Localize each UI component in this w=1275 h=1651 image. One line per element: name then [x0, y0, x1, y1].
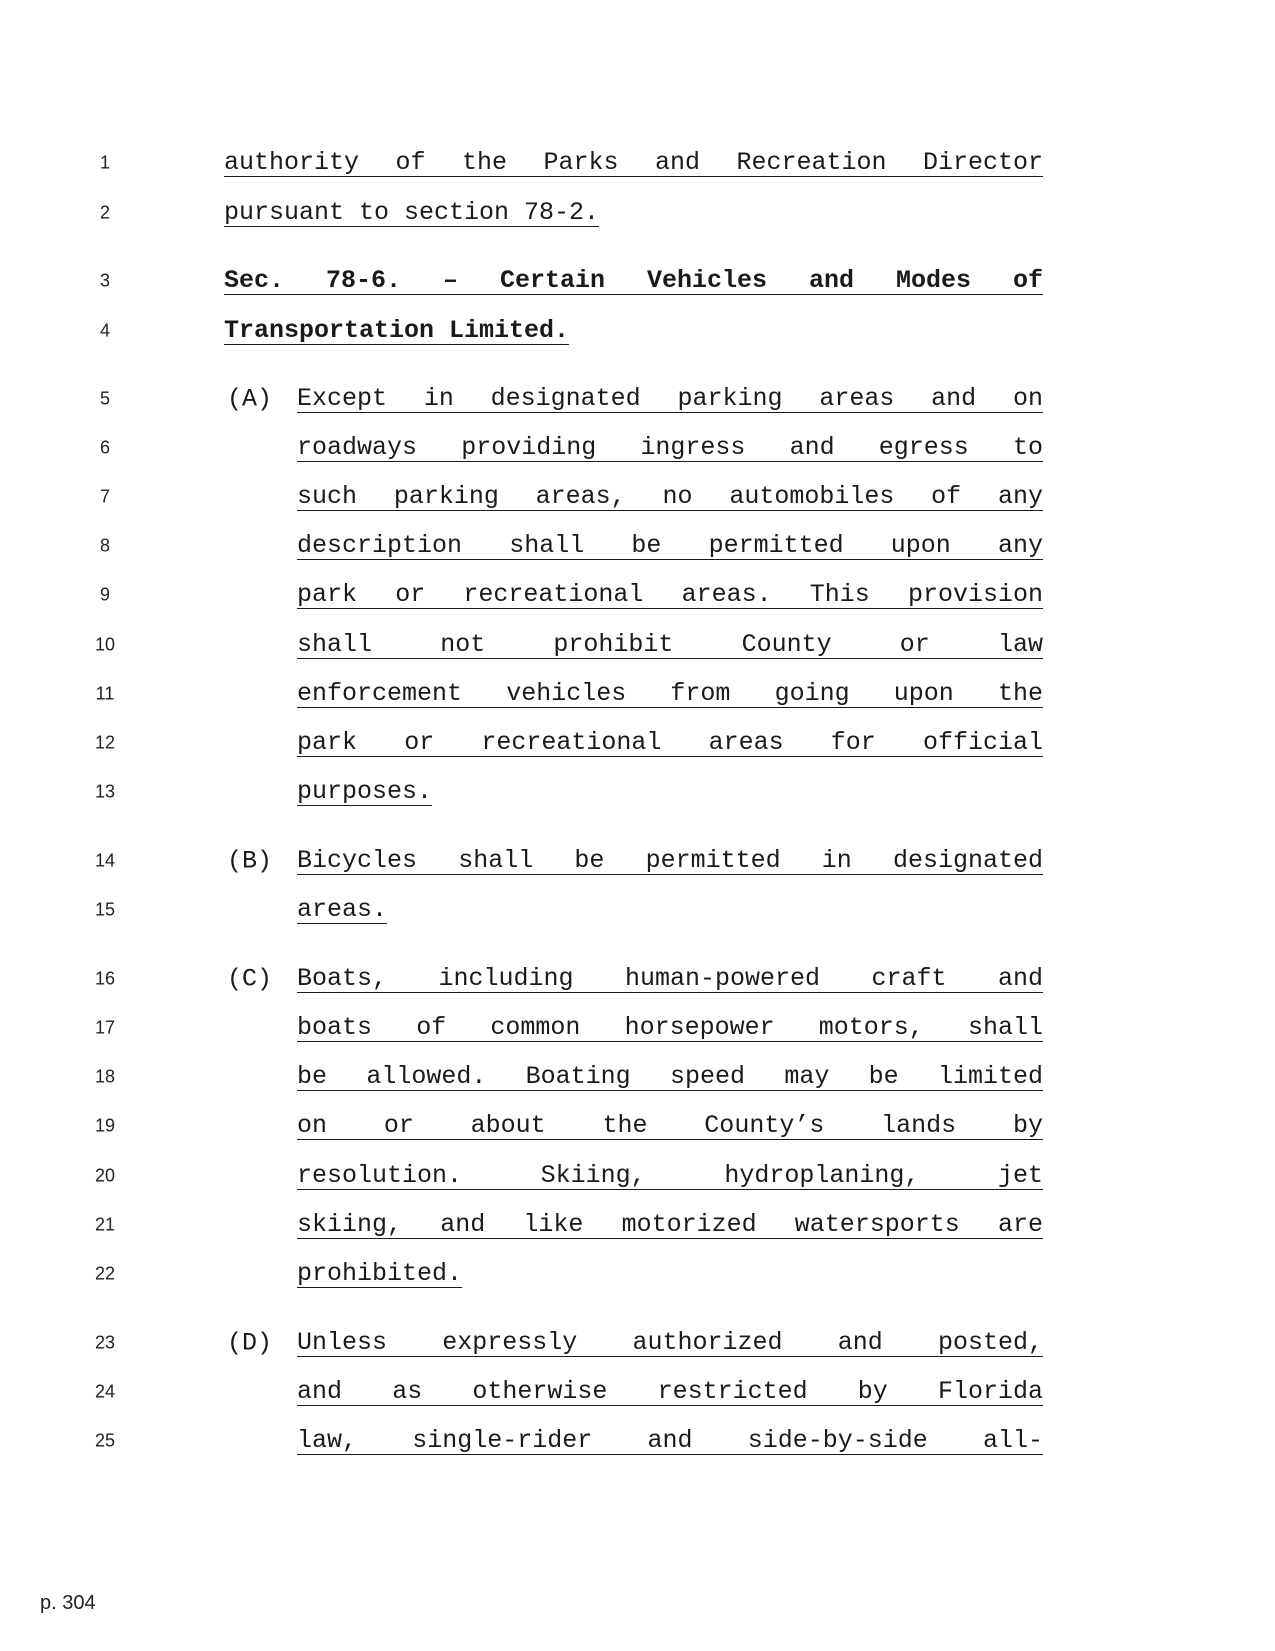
item-label-c: (C): [227, 964, 273, 994]
line-number: 2: [99, 202, 110, 223]
item-label-d: (D): [227, 1328, 273, 1358]
body-line: areas.: [297, 895, 388, 924]
body-line: pursuant to section 78-2.: [224, 198, 600, 227]
body-line: purposes.: [297, 777, 433, 806]
line-number: 8: [99, 535, 110, 556]
line-number: 13: [94, 781, 116, 802]
section-heading: Transportation Limited.: [224, 316, 570, 345]
line-number: 18: [94, 1066, 116, 1087]
line-number: 4: [99, 320, 110, 341]
body-line: Except in designated parking areas and on: [297, 384, 1043, 413]
body-line: boats of common horsepower motors, shall: [297, 1013, 1043, 1042]
line-number: 17: [94, 1017, 116, 1038]
body-line: skiing, and like motorized watersports are: [297, 1210, 1043, 1239]
body-line: such parking areas, no automobiles of any: [297, 482, 1043, 511]
line-number: 22: [94, 1263, 116, 1284]
body-line: park or recreational areas for official: [297, 728, 1043, 757]
line-number: 6: [99, 437, 110, 458]
line-number: 12: [94, 732, 116, 753]
line-number: 5: [99, 388, 110, 409]
body-line: roadways providing ingress and egress to: [297, 433, 1043, 462]
body-line: Unless expressly authorized and posted,: [297, 1328, 1043, 1357]
line-number: 16: [94, 968, 116, 989]
body-line: enforcement vehicles from going upon the: [297, 679, 1043, 708]
page-number: p. 304: [40, 1592, 96, 1614]
body-line: Bicycles shall be permitted in designated: [297, 846, 1043, 875]
line-number: 15: [94, 899, 116, 920]
line-number: 3: [99, 270, 110, 291]
body-line: shall not prohibit County or law: [297, 630, 1043, 659]
body-line: and as otherwise restricted by Florida: [297, 1377, 1043, 1406]
item-label-a: (A): [227, 384, 273, 414]
line-number: 23: [94, 1332, 116, 1353]
body-line: be allowed. Boating speed may be limited: [297, 1062, 1043, 1091]
line-number: 25: [94, 1430, 116, 1451]
body-line: prohibited.: [297, 1259, 463, 1288]
line-number: 10: [94, 634, 116, 655]
item-label-b: (B): [227, 846, 273, 876]
body-line: description shall be permitted upon any: [297, 531, 1043, 560]
line-number: 21: [94, 1214, 116, 1235]
body-line: Boats, including human-powered craft and: [297, 964, 1043, 993]
line-number: 14: [94, 850, 116, 871]
line-number: 20: [94, 1165, 116, 1186]
line-number: 19: [94, 1115, 116, 1136]
line-number: 11: [95, 683, 115, 704]
line-number: 7: [99, 486, 110, 507]
body-line: law, single-rider and side-by-side all-: [297, 1426, 1043, 1455]
line-number: 24: [94, 1381, 116, 1402]
body-line: on or about the County’s lands by: [297, 1111, 1043, 1140]
line-number: 1: [99, 152, 110, 173]
body-line: resolution. Skiing, hydroplaning, jet: [297, 1161, 1043, 1190]
line-number: 9: [99, 584, 110, 605]
section-heading: Sec. 78-6. – Certain Vehicles and Modes of: [224, 266, 1043, 295]
body-line: park or recreational areas. This provision: [297, 580, 1043, 609]
body-line: authority of the Parks and Recreation Director: [224, 148, 1043, 177]
